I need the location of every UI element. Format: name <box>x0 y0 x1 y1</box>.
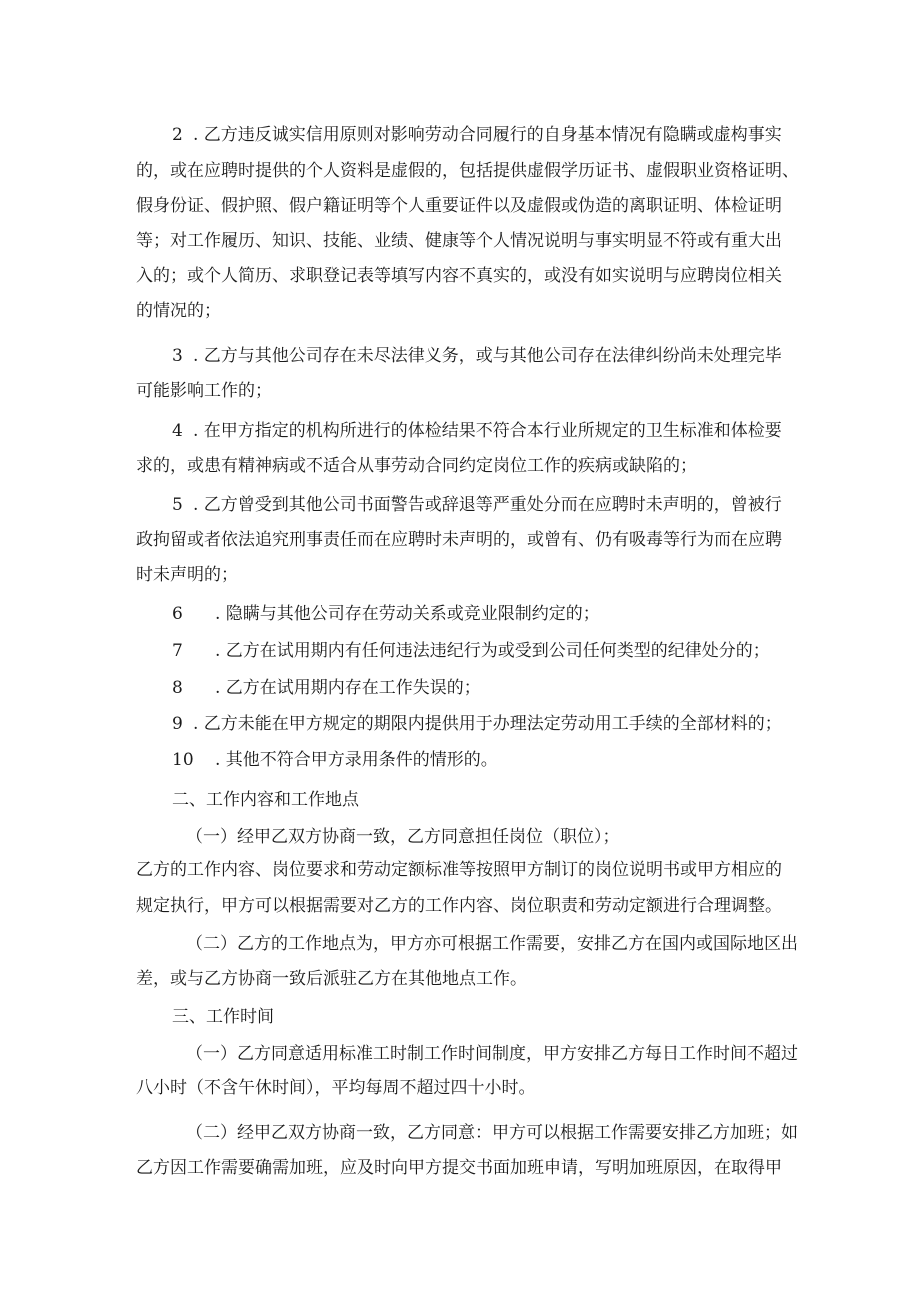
item-line: . 乙方未能在甲方规定的期限内提供用于办理法定劳动用工手续的全部材料的； <box>193 714 782 734</box>
paragraph-line: 乙方因工作需要确需加班，应及时向甲方提交书面加班申请，写明加班原因，在取得甲 <box>136 1158 782 1178</box>
item-line: . 乙方在试用期内存在工作失误的； <box>215 678 481 698</box>
item-line: 入的；或个人简历、求职登记表等填写内容不真实的，或没有如实说明与应聘岗位相关 <box>136 266 782 286</box>
item-line: . 隐瞒与其他公司存在劳动关系或竞业限制约定的； <box>215 604 600 624</box>
item-number: 4 <box>172 421 183 441</box>
paragraph-line: 差，或与乙方协商一致后派驻乙方在其他地点工作。 <box>136 969 527 989</box>
item-number: 10 <box>172 750 194 770</box>
paragraph-line: （二）乙方的工作地点为，甲方亦可根据工作需要，安排乙方在国内或国际地区出 <box>186 934 798 954</box>
item-line: . 乙方曾受到其他公司书面警告或辞退等严重处分而在应聘时未声明的，曾被行 <box>193 495 782 515</box>
item-line: 等；对工作履历、知识、技能、业绩、健康等个人情况说明与事实明显不符或有重大出 <box>136 231 782 251</box>
paragraph-line: （一）乙方同意适用标准工时制工作时间制度，甲方安排乙方每日工作时间不超过 <box>186 1044 798 1064</box>
item-line: 可能影响工作的； <box>136 381 272 401</box>
item-line: 的，或在应聘时提供的个人资料是虚假的，包括提供虚假学历证书、虚假职业资格证明、 <box>136 161 799 181</box>
item-number: 3 <box>172 346 183 366</box>
paragraph-line: （二）经甲乙双方协商一致，乙方同意：甲方可以根据工作需要安排乙方加班；如 <box>186 1123 798 1143</box>
item-line: 假身份证、假护照、假户籍证明等个人重要证件以及虚假或伪造的离职证明、体检证明 <box>136 196 782 216</box>
item-line: 时未声明的； <box>136 565 238 585</box>
item-number: 7 <box>172 641 183 661</box>
item-line: . 乙方在试用期内有任何违法违纪行为或受到公司任何类型的纪律处分的； <box>215 641 770 661</box>
item-number: 8 <box>172 678 183 698</box>
paragraph-line: 八小时（不含午休时间），平均每周不超过四十小时。 <box>136 1078 536 1098</box>
item-line: . 乙方违反诚实信用原则对影响劳动合同履行的自身基本情况有隐瞒或虚构事实 <box>193 125 782 145</box>
item-number: 9 <box>172 714 183 734</box>
section-heading: 二、工作内容和工作地点 <box>172 790 359 810</box>
paragraph-line: （一）经甲乙双方协商一致，乙方同意担任岗位（职位）； <box>186 827 620 847</box>
item-line: . 在甲方指定的机构所进行的体检结果不符合本行业所规定的卫生标准和体检要 <box>193 421 782 441</box>
item-number: 2 <box>172 125 183 145</box>
item-line: . 乙方与其他公司存在未尽法律义务，或与其他公司存在法律纠纷尚未处理完毕 <box>193 346 782 366</box>
item-number: 5 <box>172 495 183 515</box>
section-heading: 三、工作时间 <box>172 1007 274 1027</box>
paragraph-line: 乙方的工作内容、岗位要求和劳动定额标准等按照甲方制订的岗位说明书或甲方相应的 <box>136 860 782 880</box>
item-number: 6 <box>172 604 183 624</box>
item-line: 政拘留或者依法追究刑事责任而在应聘时未声明的，或曾有、仍有吸毒等行为而在应聘 <box>136 530 782 550</box>
item-line: 求的，或患有精神病或不适合从事劳动合同约定岗位工作的疾病或缺陷的； <box>136 456 697 476</box>
paragraph-line: 规定执行，甲方可以根据需要对乙方的工作内容、岗位职责和劳动定额进行合理调整。 <box>136 896 782 916</box>
item-line: 的情况的； <box>136 301 221 321</box>
item-line: . 其他不符合甲方录用条件的情形的。 <box>215 750 498 770</box>
